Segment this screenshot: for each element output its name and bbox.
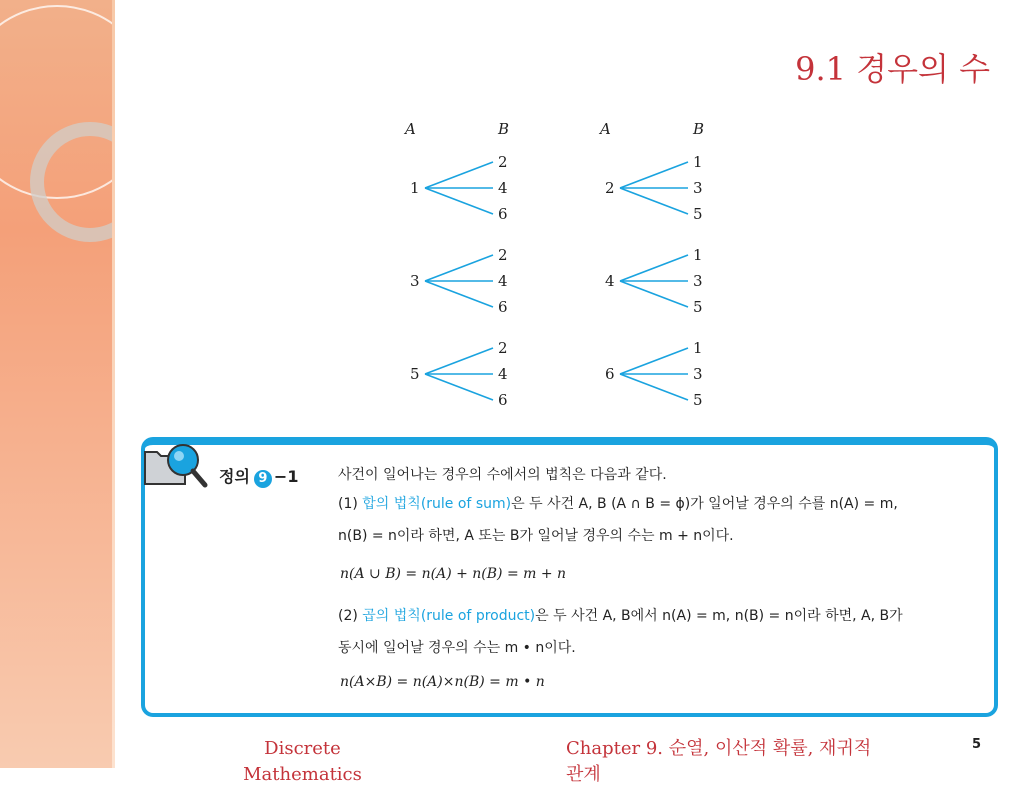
tree-edge: [425, 188, 493, 214]
tree-leaf-label: 3: [693, 179, 703, 197]
tree-edge: [620, 255, 688, 281]
tree-root-label: 3: [410, 272, 420, 290]
tree-edge: [620, 348, 688, 374]
rule2-prefix: (2): [338, 608, 363, 624]
tree-edge: [425, 348, 493, 374]
footer-right-line2: 관계: [566, 764, 601, 785]
column-header-a: A: [600, 120, 611, 138]
tree-leaf-label: 5: [693, 298, 703, 315]
rule-of-sum-term: 합의 법칙(rule of sum): [362, 496, 512, 512]
tree-leaf-label: 2: [498, 153, 508, 171]
tree-leaf-label: 4: [498, 272, 508, 290]
sidebar-divider: [112, 0, 115, 768]
tree-edge: [620, 162, 688, 188]
page-number: 5: [972, 737, 982, 752]
definition-suffix: −1: [273, 467, 299, 486]
tree-edge: [620, 188, 688, 214]
footer-left-line2: Mathematics: [243, 764, 362, 785]
rule-of-product-formula: n(A×B) = n(A)×n(B) = m • n: [340, 674, 545, 690]
tree-root-label: 2: [605, 179, 615, 197]
tree-branch: [405, 152, 515, 222]
tree-leaf-label: 4: [498, 179, 508, 197]
tree-leaf-label: 4: [498, 365, 508, 383]
tree-branch: [600, 338, 710, 408]
footer-course-title: [215, 736, 390, 788]
tree-leaf-label: 2: [498, 339, 508, 357]
rule1-prefix: (1): [338, 496, 363, 512]
tree-leaf-label: 5: [693, 205, 703, 222]
tree-branch: [600, 152, 710, 222]
tree-root-label: 4: [605, 272, 615, 290]
tree-edge: [425, 162, 493, 188]
tree-root-label: 6: [605, 365, 615, 383]
footer-right-line1: Chapter 9. 순열, 이산적 확률, 재귀적: [566, 738, 872, 759]
rule-of-product-line2: 동시에 일어날 경우의 수는 m • n이다.: [338, 640, 576, 656]
definition-label: [219, 464, 298, 488]
magnifier-folder-icon: [143, 440, 213, 496]
tree-leaf-label: 3: [693, 272, 703, 290]
column-header-a: A: [405, 120, 416, 138]
rule2-line1-text: 은 두 사건 A, B에서 n(A) = m, n(B) = n이라 하면, A, B가: [535, 608, 903, 624]
tree-root-label: 1: [410, 179, 420, 197]
definition-label-text: 정의: [219, 467, 250, 486]
rule-of-product-term: 곱의 법칙(rule of product): [362, 608, 536, 624]
tree-branch: [600, 245, 710, 315]
tree-edge: [425, 255, 493, 281]
tree-leaf-label: 2: [498, 246, 508, 264]
rule1-line1-text: 은 두 사건 A, B (A ∩ B = ϕ)가 일어날 경우의 수를 n(A) = m,: [511, 496, 898, 512]
tree-root-label: 5: [410, 365, 420, 383]
tree-leaf-label: 3: [693, 365, 703, 383]
tree-branch: [405, 338, 515, 408]
tree-branch: [405, 245, 515, 315]
tree-edge: [425, 374, 493, 400]
tree-edge: [620, 374, 688, 400]
tree-leaf-label: 6: [498, 298, 508, 315]
footer-left-line1: Discrete: [264, 738, 341, 759]
column-header-b: B: [498, 120, 510, 138]
rule-of-sum-line2: n(B) = n이라 하면, A 또는 B가 일어날 경우의 수는 m + n이다.: [338, 528, 734, 544]
tree-leaf-label: 1: [693, 339, 703, 357]
tree-leaf-label: 1: [693, 153, 703, 171]
definition-number-badge: 9: [254, 470, 272, 488]
footer-chapter-title: [566, 736, 871, 788]
slide-title: 9.1 경우의 수: [795, 50, 990, 88]
rule-of-product-line1: [338, 605, 978, 625]
tree-leaf-label: 6: [498, 205, 508, 222]
definition-intro: 사건이 일어나는 경우의 수에서의 법칙은 다음과 같다.: [338, 467, 667, 483]
tree-leaf-label: 6: [498, 391, 508, 408]
decorative-sidebar: [0, 0, 115, 768]
tree-leaf-label: 1: [693, 246, 703, 264]
tree-edge: [620, 281, 688, 307]
rule-of-sum-formula: n(A ∪ B) = n(A) + n(B) = m + n: [340, 566, 567, 582]
column-header-b: B: [693, 120, 705, 138]
tree-edge: [425, 281, 493, 307]
rule-of-sum-line1: [338, 493, 978, 513]
tree-leaf-label: 5: [693, 391, 703, 408]
